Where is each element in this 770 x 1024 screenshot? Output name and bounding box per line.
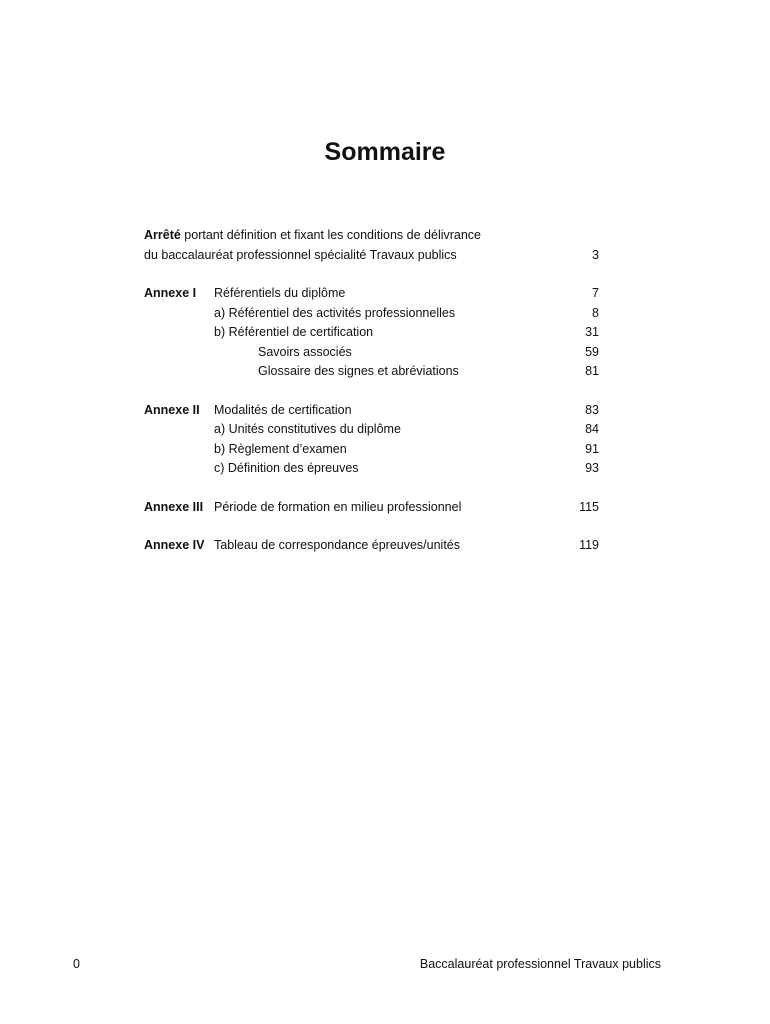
toc-annexe-row [144,536,599,556]
toc-page-number: 93 [585,461,599,475]
toc-entry-text: Période de formation en milieu professionnel [214,499,462,514]
annexe-label: Annexe III [144,499,204,514]
toc-page-number: 115 [579,499,599,514]
toc-entry-text: c) Définition des épreuves [214,461,359,475]
toc-page-number: 91 [585,441,599,456]
toc-entry-text: a) Unités constitutives du diplôme [214,422,401,436]
toc-intro-bold: Arrêté [144,228,181,242]
toc-entry-row [144,343,599,363]
toc-entry-row [144,362,599,382]
footer-document-title: Baccalauréat professionnel Travaux publics [419,957,661,971]
toc-intro-line-2 [144,246,599,266]
toc-entry-text: a) Référentiel des activités professionnelles [214,305,456,320]
toc-intro-text [144,226,481,246]
table-of-contents [144,226,599,556]
toc-page-number: 31 [585,325,599,339]
toc-page-number: 84 [585,422,599,436]
toc-page-number: 8 [592,305,599,320]
toc-intro-rest: portant définition et fixant les conditions de délivrance [180,228,482,242]
toc-entry-text: Tableau de correspondance épreuves/unités [214,538,461,552]
toc-page-number: 81 [585,364,599,378]
toc-annexe-row [144,284,599,304]
toc-entry-text: Modalités de certification [214,402,352,417]
toc-page-number: 7 [592,286,599,300]
toc-entry-text: Savoirs associés [258,344,352,359]
page-title: Sommaire [324,138,446,166]
annexe-label: Annexe IV [144,538,205,552]
toc-intro-line2-text: du baccalauréat professionnel spécialité Travaux publics [144,247,457,262]
annexe-label: Annexe II [144,402,200,417]
toc-entry-row [144,459,599,479]
annexe-label: Annexe I [144,286,197,300]
toc-entry-row [144,323,599,343]
toc-page-number: 59 [585,344,599,359]
toc-intro-line-1 [144,226,599,246]
toc-entry-row [144,304,599,324]
toc-page-number: 119 [579,538,599,552]
toc-entry-row [144,420,599,440]
toc-entry-text: Glossaire des signes et abréviations [258,364,459,378]
toc-entry-row [144,440,599,460]
footer-page-number: 0 [73,957,80,971]
toc-page-number: 83 [585,402,599,417]
toc-entry-text: b) Règlement d’examen [214,441,347,456]
toc-annexe-row [144,401,599,421]
toc-annexe-row [144,498,599,518]
toc-page-number: 3 [592,247,599,262]
toc-entry-text: b) Référentiel de certification [214,325,374,339]
toc-entry-text: Référentiels du diplôme [214,286,346,300]
